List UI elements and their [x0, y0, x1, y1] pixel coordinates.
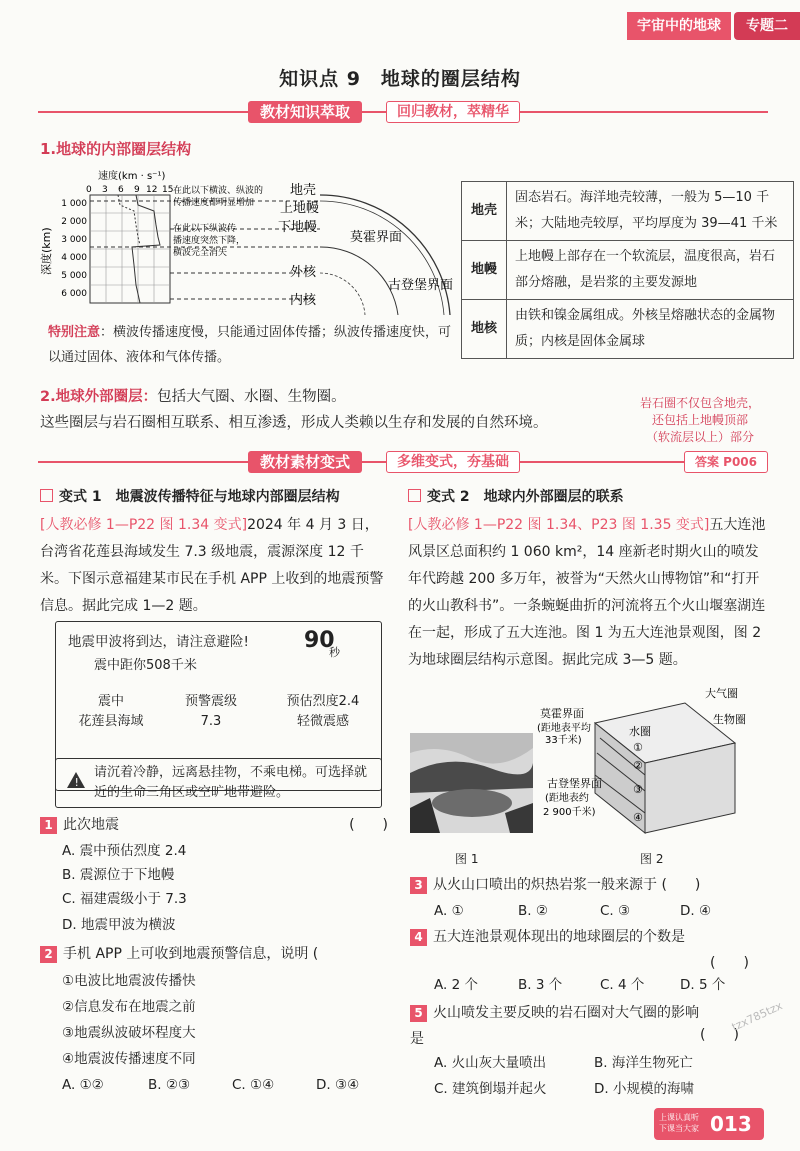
q3-option-a[interactable]: A. ①	[434, 903, 464, 919]
q3-option-c[interactable]: C. ③	[600, 903, 631, 919]
svg-text:(距地表约: (距地表约	[545, 793, 589, 804]
svg-text:2 900千米): 2 900千米)	[543, 807, 596, 818]
q4-option-c[interactable]: C. 4 个	[600, 977, 645, 993]
section2: 2.地球外部圈层：包括大气圈、水圈、生物圈。	[40, 389, 346, 405]
seismic-diagram	[40, 165, 460, 315]
q2-option-c[interactable]: C. ①④	[232, 1077, 275, 1093]
table-row: 地壳 固态岩石。海洋地壳较薄，一般为 5—10 千米；大陆地壳较厚，平均厚度为 39—41 千米	[462, 182, 794, 241]
q4-option-b[interactable]: B. 3 个	[518, 977, 563, 993]
page-title: 知识点 9 地球的圈层结构	[279, 68, 521, 90]
svg-text:地壳: 地壳	[290, 183, 317, 198]
svg-text:下地幔: 下地幔	[278, 220, 318, 235]
svg-text:1 000: 1 000	[61, 199, 87, 209]
svg-text:9: 9	[134, 185, 140, 195]
topic-tag: 宇宙中的地球	[627, 12, 731, 40]
page-footer: 上课认真听 下课当大家 013	[654, 1108, 764, 1140]
header-tags	[627, 12, 800, 40]
fig2-caption: 图 2	[640, 852, 664, 866]
banner-knowledge	[38, 101, 768, 123]
q2-option-a[interactable]: A. ①②	[62, 1077, 104, 1093]
svg-text:大气圈: 大气圈	[705, 687, 738, 700]
svg-text:(距地表平均: (距地表平均	[537, 723, 591, 734]
question-3: 3 从火山口喷出的炽热岩浆一般来源于 ( )	[410, 872, 770, 898]
question-1: 1 此次地震 ( )	[40, 812, 388, 838]
chapter-tag: 专题二	[734, 12, 800, 40]
svg-text:33千米): 33千米)	[545, 735, 582, 746]
svg-text:③: ③	[633, 783, 643, 796]
svg-text:上地幔: 上地幔	[280, 201, 320, 216]
svg-text:莫霍界面: 莫霍界面	[540, 707, 584, 720]
quake-warning-box: ! 请沉着冷静，远离悬挂物，不乘电梯。可选择就近的生命三角区或空旷地带避险。	[55, 758, 382, 808]
q5-option-b[interactable]: B. 海洋生物死亡	[594, 1055, 693, 1071]
earth-layers-diagram	[535, 683, 775, 848]
q1-option-a[interactable]: A. 震中预估烈度 2.4	[62, 843, 187, 859]
svg-text:横波完全消失: 横波完全消失	[173, 248, 228, 258]
page-number: 013	[710, 1112, 752, 1136]
variant2-title: 变式 2 地球内外部圈层的联系	[408, 486, 624, 506]
svg-text:0: 0	[86, 185, 92, 195]
variant1-text: [人教必修 1—P22 图 1.34 变式]2024 年 4 月 3 日，台湾省花莲县海域发生 7.3 级地震，震源深度 12 千米。下图示意福建某市民在手机 APP 上收到的地震预警信息。据此完成 1—2 题。	[40, 517, 384, 614]
svg-text:内核: 内核	[290, 293, 317, 308]
svg-text:3: 3	[102, 185, 108, 195]
q1-option-c[interactable]: C. 福建震级小于 7.3	[62, 891, 187, 907]
banner-sub: 回归教材，萃精华	[386, 101, 520, 123]
variant2-text: [人教必修 1—P22 图 1.34、P23 图 1.35 变式]五大连池风景区总面积约 1 060 km²，14 座新老时期火山的喷发年代跨越 200 多万年，被誉为“天然火山博物馆”和“打开的火山教科书”。一条蜿蜒曲折的河流将五个火山堰塞湖连在一起，形成了五大连池。图 1 为五大连池景观图，图 2 为地球圈层结构示意图。据此完成 3—5 题。	[408, 517, 766, 668]
svg-text:6: 6	[118, 185, 124, 195]
q2-option-d[interactable]: D. ③④	[316, 1077, 360, 1093]
svg-text:播速度突然下降，: 播速度突然下降，	[173, 236, 246, 246]
quake-alert-card: 地震甲波将到达，请注意避险! 90 秒 震中距你508千米 震中 花莲县海域 预警震级 7.3 预估烈度2.4 轻微震感	[55, 621, 382, 791]
depth-label: 深度(km)	[40, 227, 53, 275]
svg-text:3 000: 3 000	[61, 235, 87, 245]
question-4: 4 五大连池景观体现出的地球圈层的个数是	[410, 924, 770, 950]
q2-option-b[interactable]: B. ②③	[148, 1077, 191, 1093]
svg-text:在此以下纵波传: 在此以下纵波传	[173, 224, 237, 234]
svg-text:2 000: 2 000	[61, 217, 87, 227]
q4-option-a[interactable]: A. 2 个	[434, 977, 478, 993]
svg-text:5 000: 5 000	[61, 271, 87, 281]
svg-text:②: ②	[633, 759, 643, 772]
q3-option-b[interactable]: B. ②	[518, 903, 548, 919]
q5-option-a[interactable]: A. 火山灰大量喷出	[434, 1055, 547, 1071]
lake-photo	[410, 733, 533, 833]
question-2: 2 手机 APP 上可收到地震预警信息，说明 (	[40, 941, 388, 967]
section1-title: 1.地球的内部圈层结构	[40, 140, 192, 158]
table-row: 地幔 上地幔上部存在一个软流层，温度很高，岩石部分熔融，是岩浆的主要发源地	[462, 241, 794, 300]
svg-text:传播速度都明显增加: 传播速度都明显增加	[173, 198, 255, 208]
svg-text:外核: 外核	[290, 265, 317, 280]
svg-text:6 000: 6 000	[61, 289, 87, 299]
q4-option-d[interactable]: D. 5 个	[680, 977, 726, 993]
speed-label: 速度(km · s⁻¹)	[98, 171, 166, 182]
banner-tag: 教材知识萃取	[248, 101, 362, 123]
q3-option-d[interactable]: D. ④	[680, 903, 712, 919]
warning-icon	[66, 771, 86, 789]
q5-option-c[interactable]: C. 建筑倒塌并起火	[434, 1081, 547, 1097]
svg-text:生物圈: 生物圈	[713, 713, 746, 726]
q1-option-d[interactable]: D. 地震甲波为横波	[62, 917, 176, 933]
q1-option-b[interactable]: B. 震源位于下地幔	[62, 867, 175, 883]
svg-text:莫霍界面: 莫霍界面	[350, 230, 403, 245]
svg-text:4 000: 4 000	[61, 253, 87, 263]
banner-variants: 教材素材变式 多维变式，夯基础 答案 P006	[38, 451, 768, 473]
svg-text:15: 15	[162, 185, 174, 195]
svg-text:古登堡界面: 古登堡界面	[388, 278, 454, 293]
svg-text:!: !	[74, 776, 79, 789]
svg-text:④: ④	[633, 811, 643, 824]
section2-line2: 这些圈层与岩石圈相互联系、相互渗透，形成人类赖以生存和发展的自然环境。	[40, 415, 548, 431]
question-5: 5 火山喷发主要反映的岩石圈对大气圈的影响是	[410, 1005, 699, 1047]
variant1-title: 变式 1 地震波传播特征与地球内部圈层结构	[40, 486, 340, 506]
q5-option-d[interactable]: D. 小规模的海啸	[594, 1081, 694, 1097]
svg-text:①: ①	[633, 741, 643, 754]
layer-table	[461, 181, 794, 359]
svg-text:在此以下横波、纵波的: 在此以下横波、纵波的	[173, 186, 264, 196]
special-note: 特别注意：横波传播速度慢，只能通过固体传播；纵波传播速度快，可以通过固体、液体和气体传播。	[48, 325, 452, 365]
table-row: 地核 由铁和镍金属组成。外核呈熔融状态的金属物质；内核是固体金属球	[462, 300, 794, 359]
svg-text:12: 12	[146, 185, 158, 195]
fig1-caption: 图 1	[455, 852, 479, 866]
svg-text:水圈: 水圈	[629, 725, 651, 738]
svg-text:古登堡界面: 古登堡界面	[547, 777, 602, 790]
answer-ref: 答案 P006	[684, 451, 768, 473]
watermark: tzx785tzx	[729, 999, 785, 1034]
margin-note: 岩石圈不仅包含地壳， 还包括上地幔顶部 （软流层以上）部分	[639, 396, 760, 444]
